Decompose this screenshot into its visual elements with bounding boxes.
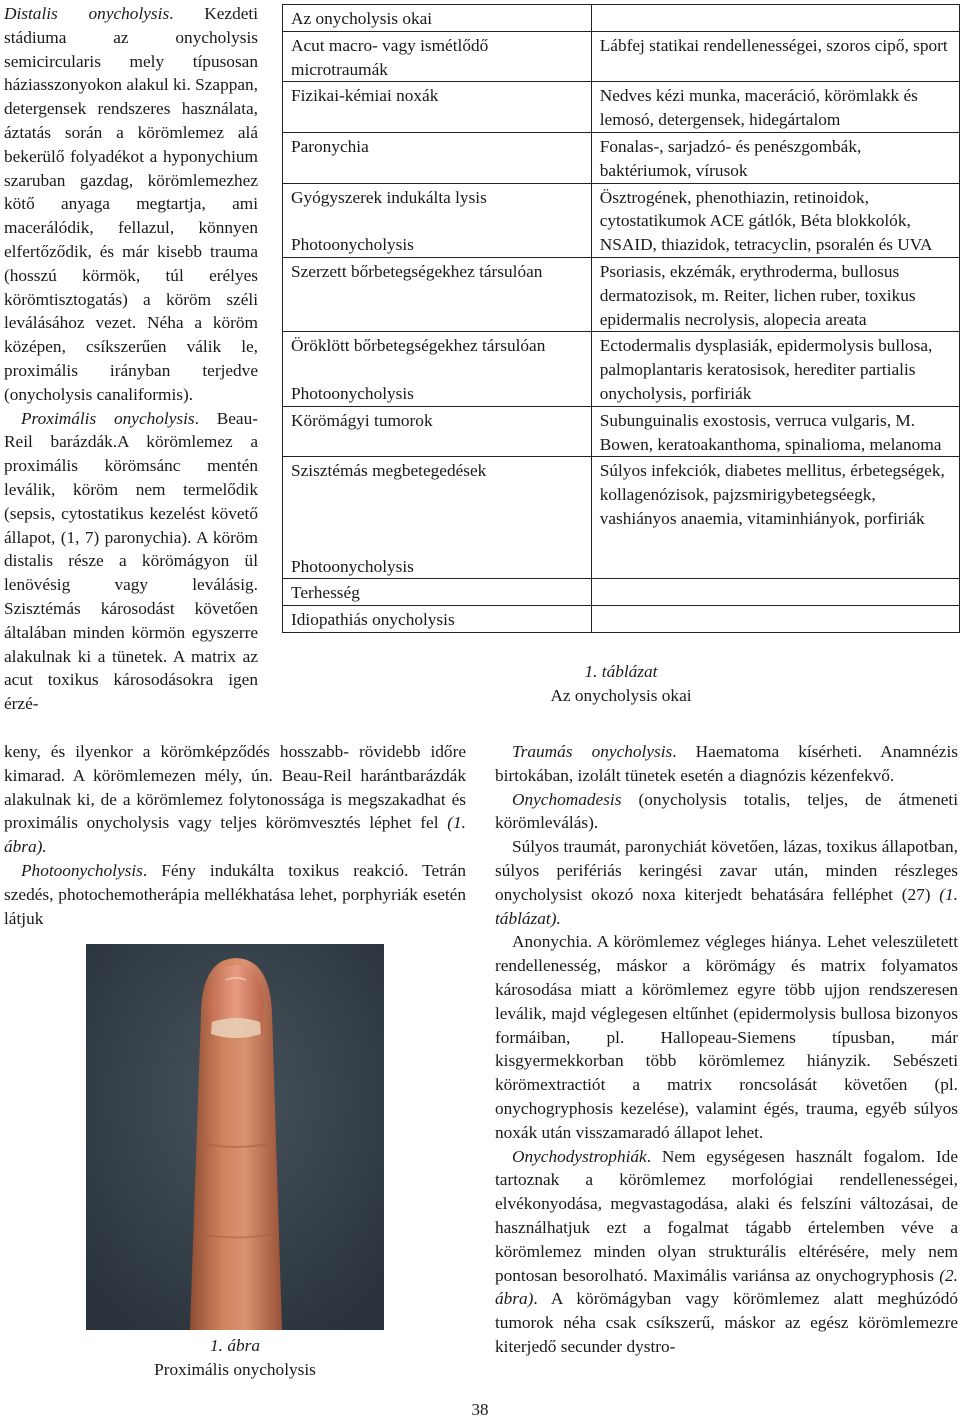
page-number: 38 xyxy=(471,1400,489,1419)
table-cell-cause: Fizikai-kémiai noxák xyxy=(283,82,592,133)
cause-line: Photoonycholysis xyxy=(291,383,414,403)
figure-ref: (1. ábra). xyxy=(4,813,466,857)
table-cell-cause: Terhesség xyxy=(283,579,592,606)
table-row xyxy=(283,31,960,82)
paragraph-proximalis-cont xyxy=(4,740,466,859)
table-caption-number: 1. táblázat xyxy=(584,662,658,681)
paragraph-text: . Haematoma kísérheti. Anamnézis birtokában, izolált tünetek esetén a diagnózis kézenfekvő. xyxy=(495,742,958,785)
table-cell-cause: Szerzett bőrbetegségekhez társulóan xyxy=(283,257,592,331)
paragraph-onychodystrophia xyxy=(495,1145,958,1359)
term-traumas: Traumás onycholysis xyxy=(512,742,673,761)
cause-line: Photoonycholysis xyxy=(291,556,414,576)
table-cell-detail: Subunguinalis exostosis, verruca vulgaris, M. Bowen, keratoakanthoma, spinalioma, melanoma xyxy=(591,406,959,457)
table-caption xyxy=(282,660,960,708)
detached-nail-edge xyxy=(211,1018,261,1038)
table-row xyxy=(283,579,960,606)
causes-table xyxy=(282,4,960,650)
paragraph-text: (onycholysis totalis, teljes, de átmeneti körömleválás). xyxy=(495,789,958,833)
figure-caption xyxy=(86,1334,384,1382)
table-cell-cause: Idiopathiás onycholysis xyxy=(283,606,592,633)
table-header: Az onycholysis okai xyxy=(283,5,592,32)
table-cell-detail: Nedves kézi munka, maceráció, körömlakk és lemosó, detergensek, hidegártalom xyxy=(591,82,959,133)
table-row xyxy=(283,132,960,183)
paragraph-text: . Nem egységesen használt fogalom. Ide tartoznak a körömlemez morfológiai rendellenességei, elvékonyodása, megvastagodása, alaki és felszíni változásai, de használhatjuk ezt a fogalmat tágabb értelemben véve a körömlemez minden olyan strukturális eltérésére, mely nem pontosan besorolható. Maximális variánsa az onychogryphosis xyxy=(495,1146,958,1285)
paragraph-text: keny, és ilyenkor a körömképződés hosszabb- rövidebb időre kimarad. A körömlemezen mély, ún. Beau-Reil harántbarázdák alakulnak ki, de a körömlemez folytonossága is megszakadhat és proximális onycholysis vagy teljes körömvesztés léphet fel xyxy=(4,742,466,833)
right-column xyxy=(495,740,958,1359)
table-cell-detail xyxy=(591,606,959,633)
table-header-empty xyxy=(591,5,959,32)
figure-ref: (2. ábra) xyxy=(495,1265,958,1309)
term-onychodystrophia: Onychodystrophiák xyxy=(512,1146,647,1166)
paragraph-sulyos xyxy=(495,835,958,930)
table-cell-detail: Lábfej statikai rendellenességei, szoros cipő, sport xyxy=(591,31,959,82)
left-column-top xyxy=(4,2,258,716)
table-cell-detail: Súlyos infekciók, diabetes mellitus, érbetegségek, kollagenózisok, pajzsmirigybetegséegk, vashiányos anaemia, vitaminhiányok, porfiriák xyxy=(591,457,959,579)
figure-finger-photo xyxy=(86,944,384,1330)
term-onychomadesis: Onychomadesis xyxy=(512,789,622,809)
table-row xyxy=(283,257,960,331)
table-cell-detail: Fonalas-, sarjadzó- és penészgombák, baktériumok, vírusok xyxy=(591,132,959,183)
term-proximalis: Proximális onycholysis xyxy=(21,408,195,428)
table-row xyxy=(283,82,960,133)
table-cell-cause: Körömágyi tumorok xyxy=(283,406,592,457)
term-distalis: Distalis onycholysis xyxy=(4,4,170,23)
table-row xyxy=(283,183,960,257)
paragraph-text: . Beau-Reil barázdák.A körömlemez a proximális körömsánc mentén leválik, köröm nem termelődik (sepsis, cytostatikus kezelést követő állapot, (1, 7) paronychia). A köröm distalis része a körömágyon ül lenövésig vagy leválásig. Szisztémás károsodást követően általában minden körmön egyszerre alakulnak ki a tünetek. A matrix az acut toxikus károsodásokra igen érzé- xyxy=(4,408,258,714)
table-row xyxy=(283,332,960,406)
figure-caption-title: Proximális onycholysis xyxy=(154,1360,316,1379)
cause-line: Gyógyszerek indukálta lysis xyxy=(291,187,487,207)
table-cell-cause xyxy=(283,332,592,406)
term-photoonycholysis: Photoonycholysis xyxy=(21,860,143,880)
paragraph-photoonycholysis xyxy=(4,859,466,930)
paragraph-text: Súlyos traumát, paronychiát követően, lázas, toxikus állapotban, súlyos perifériás keringési zavar után, minden részleges onycholysist okozó noxa kiterjedt behatására felléphet (27) xyxy=(495,837,958,904)
table-cell-cause: Acut macro- vagy ismétlődő microtraumák xyxy=(283,31,592,82)
table-row xyxy=(283,606,960,633)
paragraph-proximalis xyxy=(4,407,258,716)
left-column-wide xyxy=(4,740,466,930)
table-caption-title: Az onycholysis okai xyxy=(550,686,692,705)
figure-caption-number: 1. ábra xyxy=(210,1336,260,1355)
finger-photo-illustration xyxy=(86,944,384,1330)
table-cell-detail: Ösztrogének, phenothiazin, retinoidok, cytostatikumok ACE gátlók, Béta blokkolók, NSAID, thiazidok, tetracyclin, psoralén és UVA xyxy=(591,183,959,257)
paragraph-text: . Fény indukálta toxikus reakció. Tetrán szedés, photochemotherápia mellékhatása lehet, porphyriák esetén látjuk xyxy=(4,860,466,928)
table-ref: (1. táblázat). xyxy=(495,884,958,928)
paragraph-text: . Kezdeti stádiuma az onycholysis semicircularis mely típusosan háziasszonyokon alakul ki. Szappan, detergensek rendszeres használata, áztatás során a körömlemez alá bekerülő folyadékot a hyponychium szaruban gazdag, körömlemezhez kötő anyaga megtartja, ami macerálódik, fellazul, könnyen elfertőződik, és már kisebb trauma (hosszú körmök, túl erélyes körömtisztogatás) a köröm széli leválásához vezet. Néha a köröm középen, csíkszerűen válik le, proximális irányban terjedve (onycholysis canaliformis). xyxy=(4,4,258,404)
paragraph-distalis xyxy=(4,2,258,407)
table-cell-cause: Paronychia xyxy=(283,132,592,183)
table-cell-detail: Ectodermalis dysplasiák, epidermolysis bullosa, palmoplantaris keratosisok, herediter partialis onycholysis, porfiriák xyxy=(591,332,959,406)
paragraph-onychomadesis xyxy=(495,788,958,836)
cause-line: Öröklött bőrbetegségekhez társulóan xyxy=(291,336,546,356)
table-row xyxy=(283,457,960,579)
paragraph-anonychia: Anonychia. A körömlemez végleges hiánya. Lehet veleszületett rendellenesség, máskor a körömágy és matrix folyamatos károsodása miatt a körömlemez egyre több ujjon rendszeresen leválik, majd véglegesen eltűnhet (epidermolysis bullosa bizonyos formáiban, pl. Hallopeau-Siemens típusban, már kisgyermekkorban több körömlemez hiányzik. Sebészeti körömextractiót a matrix roncsolását követően (pl. onychogryphosis kezelése), valamint égés, trauma, egyéb súlyos noxák után visszamaradó állapot lehet. xyxy=(495,932,958,1142)
paragraph-text: . A körömágyban vagy körömlemez alatt meghúzódó tumorok néha csak csíkszerű, máskor az egész körömlemezre kiterjedő secunder dystro- xyxy=(495,1289,958,1356)
table-cell-cause xyxy=(283,183,592,257)
table-header-row xyxy=(283,5,960,32)
cause-line: Photoonycholysis xyxy=(291,235,414,255)
table-cell-detail: Psoriasis, ekzémák, erythroderma, bullosus dermatozisok, m. Reiter, lichen ruber, toxikus epidermalis necrolysis, alopecia areata xyxy=(591,257,959,331)
table-cell-cause xyxy=(283,457,592,579)
cause-line: Szisztémás megbetegedések xyxy=(291,461,487,481)
paragraph-traumas xyxy=(495,740,958,788)
table-row xyxy=(283,406,960,457)
table-cell-detail xyxy=(591,579,959,606)
